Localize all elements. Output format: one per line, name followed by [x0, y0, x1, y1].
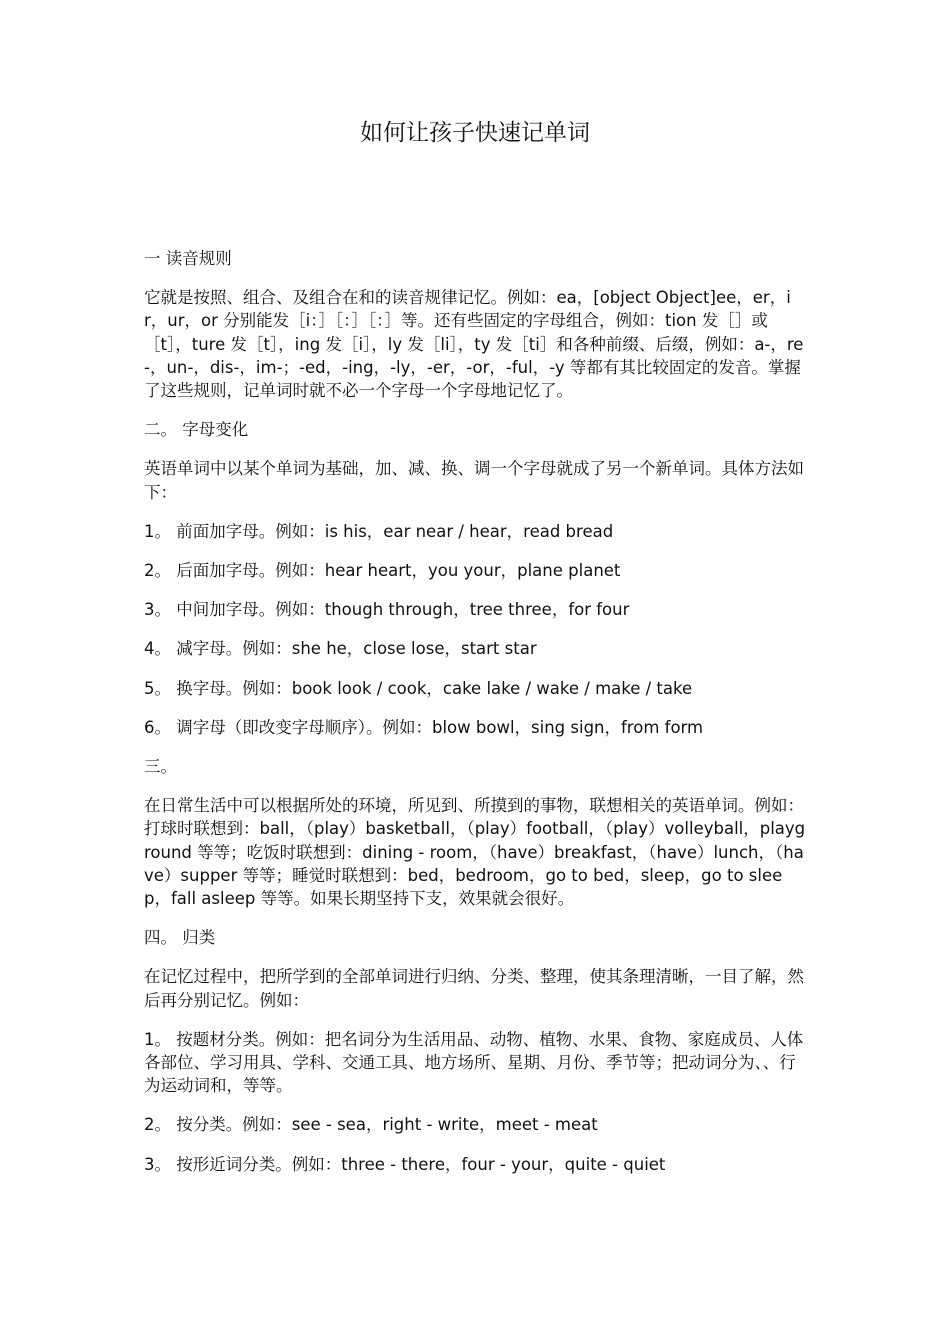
- list-item-remove-letter: 4。 减字母。例如：she he，close lose，start star: [144, 639, 537, 659]
- list-item-add-back: 2。 后面加字母。例如：hear heart，you your，plane planet: [144, 561, 621, 581]
- list-item-reorder-letter: 6。 调字母（即改变字母顺序）。例如：blow bowl，sing sign，from form: [144, 717, 704, 737]
- list-item-add-front: 1。 前面加字母。例如：is his，ear near / hear，read bread: [144, 521, 614, 541]
- document-title: 如何让孩子快速记单词: [360, 120, 590, 146]
- section-heading-pronunciation: 一 读音规则: [144, 249, 232, 268]
- section-heading-categorize: 四。 归类: [144, 928, 216, 948]
- list-item-by-similar-form: 3。 按形近词分类。例如：three - there，four - your，quite - quiet: [144, 1154, 666, 1174]
- paragraph-letter-change-intro: 英语单词中以某个单词为基础，加、减、换、调一个字母就成了另一个新单词。具体方法如下：: [144, 459, 804, 502]
- paragraph-pronunciation-rules: 它就是按照、组合、及组合在和的读音规律记忆。例如：ea，[object Object]ee，er，ir，ur，or 分别能发［i：］［：］［：］等。还有些固定的字母组合，例如：tion 发［］或［t］，ture 发［t］，ing 发［i］，ly 发［li］，ty 发［ti］和各种前缀、后缀，例如：a-，re-，un-，dis-，im-；-ed，-ing，-ly，-er，-or，-ful，-y 等都有其比较固定的发音。掌握了这些规则，记单词时就不必一个字母一个字母地记忆了。: [144, 288, 804, 401]
- section-heading-three: 三。: [144, 757, 177, 777]
- list-item-by-topic: 1。 按题材分类。例如：把名词分为生活用品、动物、植物、水果、食物、家庭成员、人体各部位、学习用具、学科、交通工具、地方场所、星期、月份、季节等；把动词分为、、行为运动词和，等等。: [144, 1029, 804, 1096]
- list-item-add-middle: 3。 中间加字母。例如：though through，tree three，for four: [144, 600, 630, 620]
- list-item-swap-letter: 5。 换字母。例如：book look / cook，cake lake / wake / make / take: [144, 678, 693, 698]
- section-heading-letter-change: 二。 字母变化: [144, 420, 249, 440]
- paragraph-daily-association: 在日常生活中可以根据所处的环境，所见到、所摸到的事物，联想相关的英语单词。例如：打球时联想到：ball，（play）basketball，（play）football，（play）volleyball，playground 等等；吃饭时联想到：dining - room，（have）breakfast，（have）lunch，（have）supper 等等；睡觉时联想到：bed，bedroom，go to bed，sleep，go to sleep，fall asleep 等等。如果长期坚持下支，效果就会很好。: [144, 796, 806, 909]
- document-body: [144, 247, 808, 1192]
- list-item-by-category: 2。 按分类。例如：see - sea，right - write，meet - meat: [144, 1115, 598, 1135]
- paragraph-categorize-intro: 在记忆过程中，把所学到的全部单词进行归纳、分类、整理，使其条理清晰，一目了解，然后再分别记忆。例如：: [144, 967, 804, 1010]
